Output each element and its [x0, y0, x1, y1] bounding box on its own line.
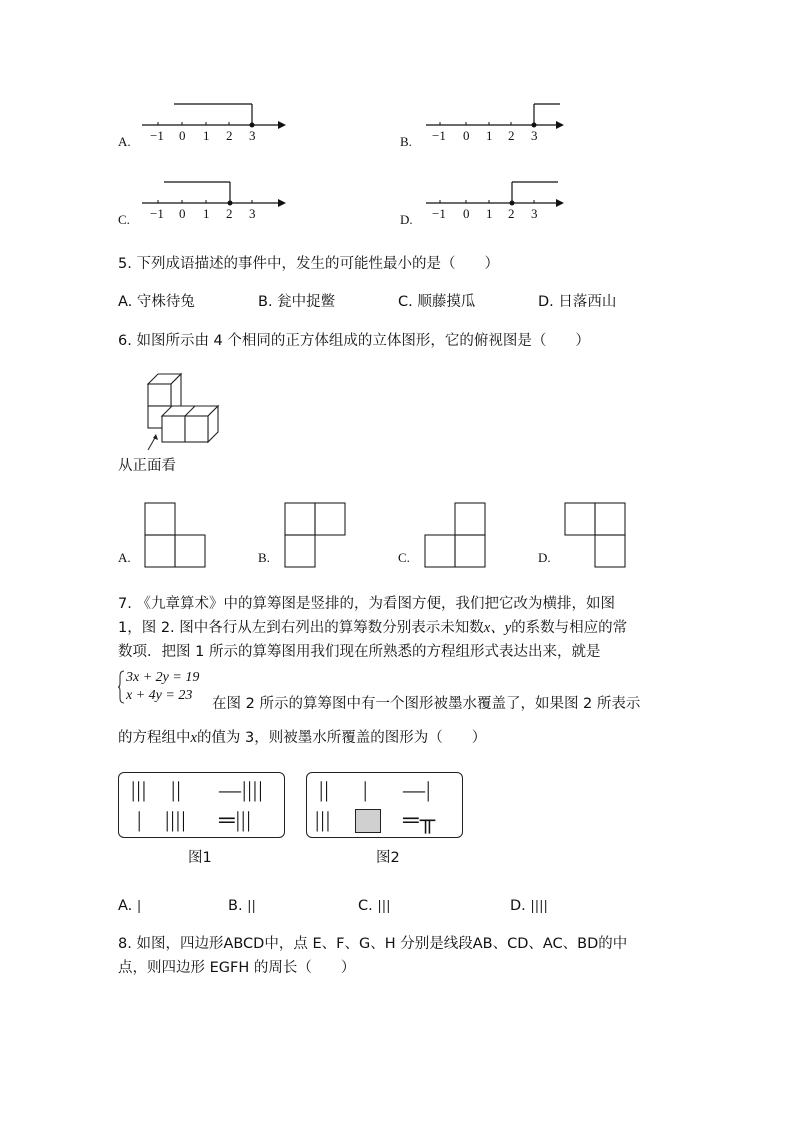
q6-option-a[interactable] — [118, 502, 218, 568]
q8-line-2: 点，则四边形 EGFH 的周长（ ） — [118, 960, 356, 976]
figure-2-caption: 图2 — [376, 850, 400, 866]
tick-label: 1 — [486, 128, 493, 143]
tick-label: 3 — [249, 206, 256, 221]
fig1-r1-c3: —|||| — [219, 777, 264, 802]
top-view-grid — [144, 502, 208, 568]
tick-label: 1 — [203, 128, 210, 143]
q7-line-5b: 的值为 3，则被墨水所覆盖的图形为（ ） — [196, 730, 487, 746]
rod-symbol: |||| — [530, 899, 548, 914]
q5-option-b[interactable]: B. 瓮中捉鳖 — [258, 294, 336, 310]
top-view-grid — [424, 502, 488, 568]
tick-label: 0 — [179, 128, 186, 143]
rod-symbol: || — [247, 899, 256, 914]
q7-line-2 — [118, 618, 627, 638]
q7-option-c[interactable] — [358, 896, 390, 917]
option-c-numberline[interactable] — [118, 176, 308, 232]
tick-label: 3 — [249, 128, 256, 143]
q8-line-1: 8. 如图，四边形ABCD中，点 E、F、G、H 分别是线段AB、CD、AC、BD的中 — [118, 936, 628, 952]
fig2-r2-c3: ═╥ — [403, 807, 437, 832]
q7-line-3: 数项．把图 1 所示的算筹图用我们现在所熟悉的方程组形式表达出来，就是 — [118, 644, 601, 660]
tick-label: 2 — [508, 128, 515, 143]
q6-option-c[interactable] — [398, 502, 498, 568]
q7-option-d[interactable] — [510, 896, 548, 917]
q7-line-5a: 的方程组中 — [118, 730, 191, 746]
tick-label: 2 — [226, 128, 233, 143]
tick-label: 0 — [463, 128, 470, 143]
figure-2-box — [306, 772, 463, 838]
number-line-graph — [400, 176, 590, 232]
fig2-r2-c1: ||| — [315, 807, 332, 832]
fig1-r2-c1: | — [137, 807, 143, 832]
q7-option-a[interactable] — [118, 896, 141, 917]
q6-option-b[interactable] — [258, 502, 358, 568]
equation-1: 3x + 2y = 19 — [126, 670, 200, 685]
tick-label: −1 — [150, 128, 164, 143]
option-letter: D. — [400, 212, 413, 227]
option-a-numberline[interactable] — [118, 98, 308, 154]
equation-2: x + 4y = 23 — [126, 688, 193, 703]
q7-line-1: 7. 《九章算术》中的算筹图是竖排的，为看图方便，我们把它改为横排，如图 — [118, 596, 615, 612]
tick-label: −1 — [432, 128, 446, 143]
option-letter: B. — [400, 134, 412, 149]
option-letter: C. — [358, 898, 373, 914]
option-letter: B. — [258, 550, 270, 565]
tick-label: 0 — [463, 206, 470, 221]
tick-label: 2 — [508, 206, 515, 221]
option-letter: C. — [398, 550, 410, 565]
tick-label: 1 — [203, 206, 210, 221]
brace-icon — [118, 670, 126, 704]
rod-symbol: | — [136, 899, 142, 914]
figure-1-box — [118, 772, 285, 838]
q6-option-d[interactable] — [538, 502, 638, 568]
q5-option-d[interactable]: D. 日落西山 — [538, 294, 617, 310]
number-line-graph — [118, 176, 308, 232]
fig1-r1-c1: ||| — [131, 777, 148, 802]
q5-option-c[interactable]: C. 顺藤摸瓜 — [398, 294, 476, 310]
q7-variable-x: x — [190, 730, 197, 746]
fig1-r1-c2: || — [171, 777, 182, 802]
figure-1-caption: 图1 — [188, 850, 212, 866]
equation-system — [118, 668, 218, 708]
ink-covered-square — [355, 809, 381, 833]
fig2-r1-c2: | — [363, 777, 369, 802]
top-view-grid — [564, 502, 628, 568]
q5-option-a[interactable]: A. 守株待兔 — [118, 294, 195, 310]
number-line-graph — [400, 98, 590, 154]
option-letter: C. — [118, 212, 130, 227]
tick-label: 1 — [486, 206, 493, 221]
tick-label: 0 — [179, 206, 186, 221]
fig1-r2-c2: |||| — [165, 807, 187, 832]
rod-symbol: ||| — [377, 899, 391, 914]
option-d-numberline[interactable] — [400, 176, 590, 232]
q7-line-2b: 的系数与相应的常 — [511, 620, 628, 636]
tick-label: 3 — [531, 128, 538, 143]
number-line-graph — [118, 98, 308, 154]
option-b-numberline[interactable] — [400, 98, 590, 154]
option-letter: D. — [510, 898, 526, 914]
fig1-r2-c3: ═||| — [219, 807, 252, 832]
option-letter: A. — [118, 898, 133, 914]
q7-variables: x、y — [483, 620, 512, 636]
fig2-r1-c1: || — [319, 777, 330, 802]
tick-label: 2 — [226, 206, 233, 221]
view-direction-label: 从正面看 — [118, 458, 176, 474]
fig2-r1-c3: —| — [403, 777, 432, 802]
question-6-stem: 6. 如图所示由 4 个相同的正方体组成的立体图形，它的俯视图是（ ） — [118, 333, 590, 349]
option-letter: B. — [228, 898, 243, 914]
top-view-grid — [284, 502, 348, 568]
option-letter: A. — [118, 134, 131, 149]
tick-label: 3 — [531, 206, 538, 221]
tick-label: −1 — [432, 206, 446, 221]
question-5-stem: 5. 下列成语描述的事件中，发生的可能性最小的是（ ） — [118, 256, 499, 272]
tick-label: −1 — [150, 206, 164, 221]
q7-option-b[interactable] — [228, 896, 256, 917]
option-letter: A. — [118, 550, 131, 565]
q7-line-5 — [118, 728, 486, 748]
cube-figure — [118, 364, 228, 454]
option-letter: D. — [538, 550, 551, 565]
q7-line-2a: 1，图 2. 图中各行从左到右列出的算筹数分别表示未知数 — [118, 620, 484, 636]
q7-line-4: 在图 2 所示的算筹图中有一个图形被墨水覆盖了，如果图 2 所表示 — [212, 696, 641, 712]
